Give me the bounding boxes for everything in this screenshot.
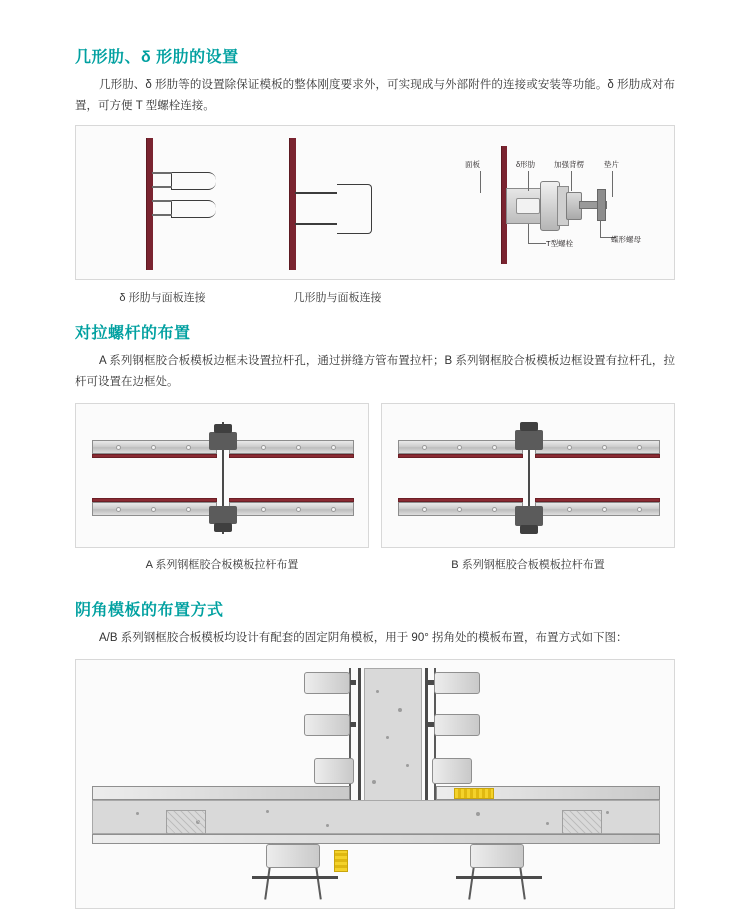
caption-tie-rod-a: A 系列钢框胶合板模板拉杆布置 — [145, 559, 299, 571]
section-corner-heading: 阴角模板的布置方式 — [75, 602, 224, 619]
leader-t-bolt — [528, 224, 529, 244]
tie-plate-b-bot — [520, 525, 538, 534]
delta-hook-upper — [171, 172, 216, 190]
rib-post-left — [146, 138, 153, 270]
label-gasket: 垫片 — [604, 160, 619, 169]
speck-12 — [606, 811, 609, 814]
hole-a-1 — [116, 445, 121, 450]
hole-a-12 — [331, 507, 336, 512]
slab-top-form-left — [92, 786, 350, 800]
label-delta-rib: δ形肋 — [516, 160, 536, 169]
hole-b-5 — [602, 445, 607, 450]
lower-bracket-right — [470, 844, 524, 868]
leader-wing-nut — [600, 220, 601, 238]
hole-a-7 — [116, 507, 121, 512]
figure-tie-rod-b — [381, 403, 675, 548]
waler-bracket-1 — [304, 672, 350, 694]
face-a-top-right — [229, 454, 354, 458]
hatch-block-left — [166, 810, 206, 834]
hole-a-5 — [296, 445, 301, 450]
timber-blocking-left — [334, 850, 348, 872]
hatch-block-right — [562, 810, 602, 834]
figure-rib-captions — [75, 289, 675, 305]
timber-blocking-right — [454, 788, 494, 799]
hole-b-6 — [637, 445, 642, 450]
section-ribs-heading: 几形肋、δ 形肋的设置 — [75, 49, 239, 66]
section-ribs — [75, 44, 675, 305]
speck-4 — [406, 764, 409, 767]
hole-b-10 — [567, 507, 572, 512]
delta-lead-3 — [152, 200, 172, 202]
speck-2 — [398, 708, 402, 712]
section-corner-paragraph: A/B 系列钢框胶合板模板均设计有配套的固定阴角模板，用于 90° 拐角处的模板布置，布置方式如下图： — [99, 632, 628, 644]
hole-b-4 — [567, 445, 572, 450]
speck-6 — [136, 812, 139, 815]
face-a-top-left — [92, 454, 217, 458]
section-ribs-paragraph: 几形肋、δ 形肋等的设置除保证模板的整体刚度要求外，可实现成与外部附件的连接或安装等功能。δ 形肋成对布置，可方便 T 型螺栓连接。 — [75, 79, 675, 112]
leader-delta-rib — [528, 171, 529, 191]
caption-delta-rib: δ 形肋与面板连接 — [119, 292, 206, 304]
wall-concrete — [364, 668, 422, 808]
hole-a-6 — [331, 445, 336, 450]
ji-rib-top — [295, 192, 339, 194]
lower-bracket-left — [266, 844, 320, 868]
figure-rib-connection — [75, 125, 675, 280]
leader-panel — [480, 171, 481, 193]
waler-bracket-2 — [434, 672, 480, 694]
tie-nut-a-bot — [209, 506, 237, 524]
face-b-top-right — [535, 454, 660, 458]
delta-lead-2 — [152, 186, 172, 188]
label-t-bolt: T型螺栓 — [546, 239, 574, 248]
leader-t-bolt-h — [528, 243, 546, 244]
rib-post-middle — [289, 138, 296, 270]
tie-plate-a-bot — [214, 523, 232, 532]
t-bolt-head — [516, 198, 540, 214]
caption-ji-rib: 几形肋与面板连接 — [293, 292, 382, 304]
ji-rib-channel — [337, 184, 372, 234]
speck-5 — [372, 780, 376, 784]
leader-stiffener — [571, 171, 572, 191]
hole-a-4 — [261, 445, 266, 450]
hole-a-9 — [186, 507, 191, 512]
delta-lead-1 — [152, 172, 172, 174]
section-tie-rods-paragraph: A 系列钢框胶合板模板边框未设置拉杆孔，通过拼缝方管布置拉杆；B 系列钢框胶合板模板边框设置有拉杆孔，拉杆可设置在边框处。 — [75, 355, 675, 388]
hole-a-10 — [261, 507, 266, 512]
figure-tie-rod-a — [75, 403, 369, 548]
hole-b-12 — [637, 507, 642, 512]
label-panel: 面板 — [465, 160, 480, 169]
hole-a-8 — [151, 507, 156, 512]
tie-nut-b-top — [515, 430, 543, 450]
ji-rib-bottom — [295, 223, 339, 225]
hole-a-11 — [296, 507, 301, 512]
tie-plate-a-top — [214, 424, 232, 433]
face-b-top-left — [398, 454, 523, 458]
section-tie-rods-heading: 对拉螺杆的布置 — [75, 325, 191, 342]
hole-b-7 — [422, 507, 427, 512]
waler-bracket-3 — [304, 714, 350, 736]
speck-11 — [546, 822, 549, 825]
delta-hook-lower — [171, 200, 216, 218]
hole-a-2 — [151, 445, 156, 450]
leader-gasket — [612, 171, 613, 197]
base-bar-right — [456, 876, 542, 879]
figure-corner-layout — [75, 659, 675, 909]
section-corner-formwork — [75, 597, 675, 909]
hole-b-1 — [422, 445, 427, 450]
label-stiffener: 加强背楞 — [554, 160, 584, 169]
wall-form-left — [358, 668, 361, 808]
hole-b-2 — [457, 445, 462, 450]
waler-bracket-4 — [434, 714, 480, 736]
tie-nut-b-bot — [515, 506, 543, 526]
hole-b-8 — [457, 507, 462, 512]
section-tie-rods — [75, 320, 675, 572]
wing-nut-body — [597, 189, 606, 221]
hole-a-3 — [186, 445, 191, 450]
tie-plate-b-top — [520, 422, 538, 431]
caption-tie-rod-b: B 系列钢框胶合板模板拉杆布置 — [451, 559, 605, 571]
wall-form-right — [425, 668, 428, 808]
corner-form-upper-left — [314, 758, 354, 784]
slab-soffit-form — [92, 834, 660, 844]
speck-8 — [266, 810, 269, 813]
tie-nut-a-top — [209, 432, 237, 450]
figure-tie-rod-captions — [75, 556, 675, 572]
figure-tie-rod-layouts — [75, 403, 675, 548]
speck-9 — [326, 824, 329, 827]
base-bar-left — [252, 876, 338, 879]
hole-b-9 — [492, 507, 497, 512]
hole-b-11 — [602, 507, 607, 512]
speck-10 — [476, 812, 480, 816]
speck-3 — [386, 736, 389, 739]
delta-lead-4 — [152, 214, 172, 216]
corner-form-upper-right — [432, 758, 472, 784]
speck-1 — [376, 690, 379, 693]
hole-b-3 — [492, 445, 497, 450]
label-wing-nut: 蝶形螺母 — [611, 235, 641, 244]
